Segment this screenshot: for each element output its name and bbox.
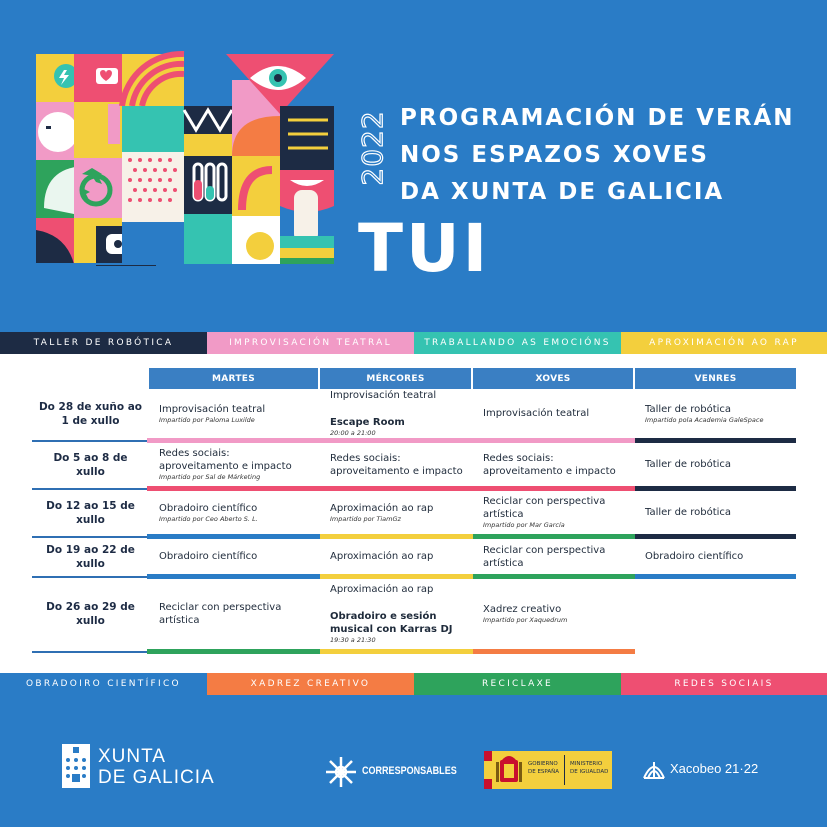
activity-cell — [319, 389, 472, 441]
title-line: NOS ESPAZOS XOVES — [400, 142, 709, 168]
activity-strip-top — [0, 332, 827, 354]
ministerio-line1: MINISTERIO — [570, 761, 603, 767]
strip-segment: TALLER DE ROBÓTICA — [0, 332, 207, 354]
year-label — [356, 102, 390, 194]
activity-name: Aproximación ao rap — [330, 584, 434, 595]
town-name: TUI — [358, 210, 491, 287]
corresponsables-logo — [324, 755, 464, 789]
activity-instructor: Impartido por Xaquedrum — [483, 616, 568, 624]
activity-instructor: Impartido por Paloma Luxilde — [159, 415, 255, 424]
xunta-line1: XUNTA — [98, 746, 166, 767]
activity-cell — [148, 441, 319, 489]
activity-cell — [319, 441, 472, 489]
activity-cell — [472, 537, 634, 577]
week-dates: Do 19 ao 22 de xullo — [33, 537, 148, 577]
activity-instructor: Impartido pola Academia GaleSpace — [645, 415, 764, 424]
activity-cell — [148, 489, 319, 537]
table-row — [33, 389, 796, 441]
gobierno-logo — [484, 751, 612, 789]
year-text: 2022 — [356, 110, 389, 186]
day-header: MÉRCORES — [319, 368, 472, 389]
activity-instructor: Impartido por Sal de Márketing — [159, 473, 261, 481]
activity-instructor: Impartido por Ceo Aberto S. L. — [159, 514, 258, 523]
snowflake-icon — [324, 755, 358, 789]
week-dates: Do 12 ao 15 de xullo — [33, 489, 148, 537]
activity-name: Redes sociais: aproveitamento e impacto — [483, 452, 616, 477]
title-line: PROGRAMACIÓN DE VERÁN — [400, 105, 795, 131]
activity-name: Obradoiro científico — [159, 551, 258, 562]
xacobeo-text: Xacobeo 21·22 — [670, 761, 759, 776]
week-dates: Do 28 de xuño ao 1 de xullo — [33, 389, 148, 441]
activity-cell — [472, 441, 634, 489]
table-corner — [33, 368, 148, 389]
day-header: XOVES — [472, 368, 634, 389]
activity-cell — [148, 537, 319, 577]
table-row — [33, 577, 796, 652]
week-dates: Do 5 ao 8 de xullo — [33, 441, 148, 489]
strip-segment: TRABALLANDO AS EMOCIÓNS — [414, 332, 621, 354]
activity-time: 19:30 a 21:30 — [330, 636, 376, 644]
activity-cell — [472, 389, 634, 441]
activity-cell — [634, 537, 796, 577]
ministerio-line2: DE IGUALDAD — [570, 769, 609, 775]
activity-cell — [148, 389, 319, 441]
xunta-logo — [62, 744, 222, 790]
activity-name: Reciclar con perspectiva artística — [159, 602, 282, 626]
activity-name: Reciclar con perspectiva artística — [483, 496, 606, 520]
activity-name: Improvisación teatral — [159, 403, 266, 415]
activity-cell — [634, 577, 796, 652]
gobierno-line2: DE ESPAÑA — [528, 769, 560, 775]
title-line: DA XUNTA DE GALICIA — [400, 179, 725, 205]
xunta-line2: DE GALICIA — [98, 767, 215, 788]
activity-cell — [319, 537, 472, 577]
activity-name: Redes sociais: aproveitamento e impacto — [330, 452, 463, 477]
activity-highlight: Obradoiro e sesión musical con Karras DJ — [330, 611, 453, 635]
table-row — [33, 537, 796, 577]
table-row — [33, 441, 796, 489]
week-dates: Do 26 ao 29 de xullo — [33, 577, 148, 652]
strip-segment: OBRADOIRO CIENTÍFICO — [0, 673, 207, 695]
activity-strip-bottom — [0, 673, 827, 695]
activity-name: Taller de robótica — [645, 459, 732, 470]
summer-program-illustration — [36, 50, 334, 274]
activity-cell — [319, 489, 472, 537]
activity-name: Aproximación ao rap — [330, 551, 434, 562]
activity-name: Obradoiro científico — [159, 502, 258, 514]
program-title — [400, 100, 795, 211]
activity-highlight: Escape Room — [330, 417, 405, 428]
activity-name: Aproximación ao rap — [330, 502, 434, 514]
day-header: VENRES — [634, 368, 796, 389]
scallop-shell-icon — [642, 758, 666, 782]
table-row — [33, 489, 796, 537]
strip-segment: RECICLAXE — [414, 673, 621, 695]
corresponsables-text: CORRESPONSABLES — [362, 765, 457, 777]
activity-cell — [634, 441, 796, 489]
strip-segment: REDES SOCIAIS — [621, 673, 827, 695]
activity-name: Taller de robótica — [645, 507, 732, 518]
activity-name: Improvisación teatral — [483, 408, 590, 419]
gobierno-line1: GOBIERNO — [528, 761, 558, 767]
activity-name: Obradoiro científico — [645, 551, 744, 562]
activity-name: Improvisación teatral — [330, 390, 437, 401]
activity-cell — [472, 489, 634, 537]
activity-name: Xadrez creativo — [483, 604, 562, 615]
schedule-table — [32, 368, 796, 654]
activity-name: Taller de robótica — [645, 403, 732, 415]
activity-cell — [634, 389, 796, 441]
xacobeo-logo — [642, 756, 772, 784]
strip-segment: APROXIMACIÓN AO RAP — [621, 332, 827, 354]
day-header: MARTES — [148, 368, 319, 389]
activity-instructor: Impartido por Mar García — [483, 521, 565, 529]
activity-cell — [472, 577, 634, 652]
activity-cell — [148, 577, 319, 652]
coat-of-arms-icon — [496, 754, 522, 786]
activity-name: Redes sociais: aproveitamento e impacto — [159, 448, 292, 472]
activity-cell — [319, 577, 472, 652]
spanish-flag-icon — [484, 751, 492, 789]
xunta-shield-icon — [62, 744, 90, 788]
activity-time: 20:00 a 21:00 — [330, 429, 376, 437]
strip-segment: XADREZ CREATIVO — [207, 673, 414, 695]
ministry-divider — [564, 755, 565, 785]
activity-instructor: Impartido por TiamGz — [330, 514, 401, 523]
activity-cell — [634, 489, 796, 537]
strip-segment: IMPROVISACIÓN TEATRAL — [207, 332, 414, 354]
activity-name: Reciclar con perspectiva artística — [483, 544, 606, 569]
